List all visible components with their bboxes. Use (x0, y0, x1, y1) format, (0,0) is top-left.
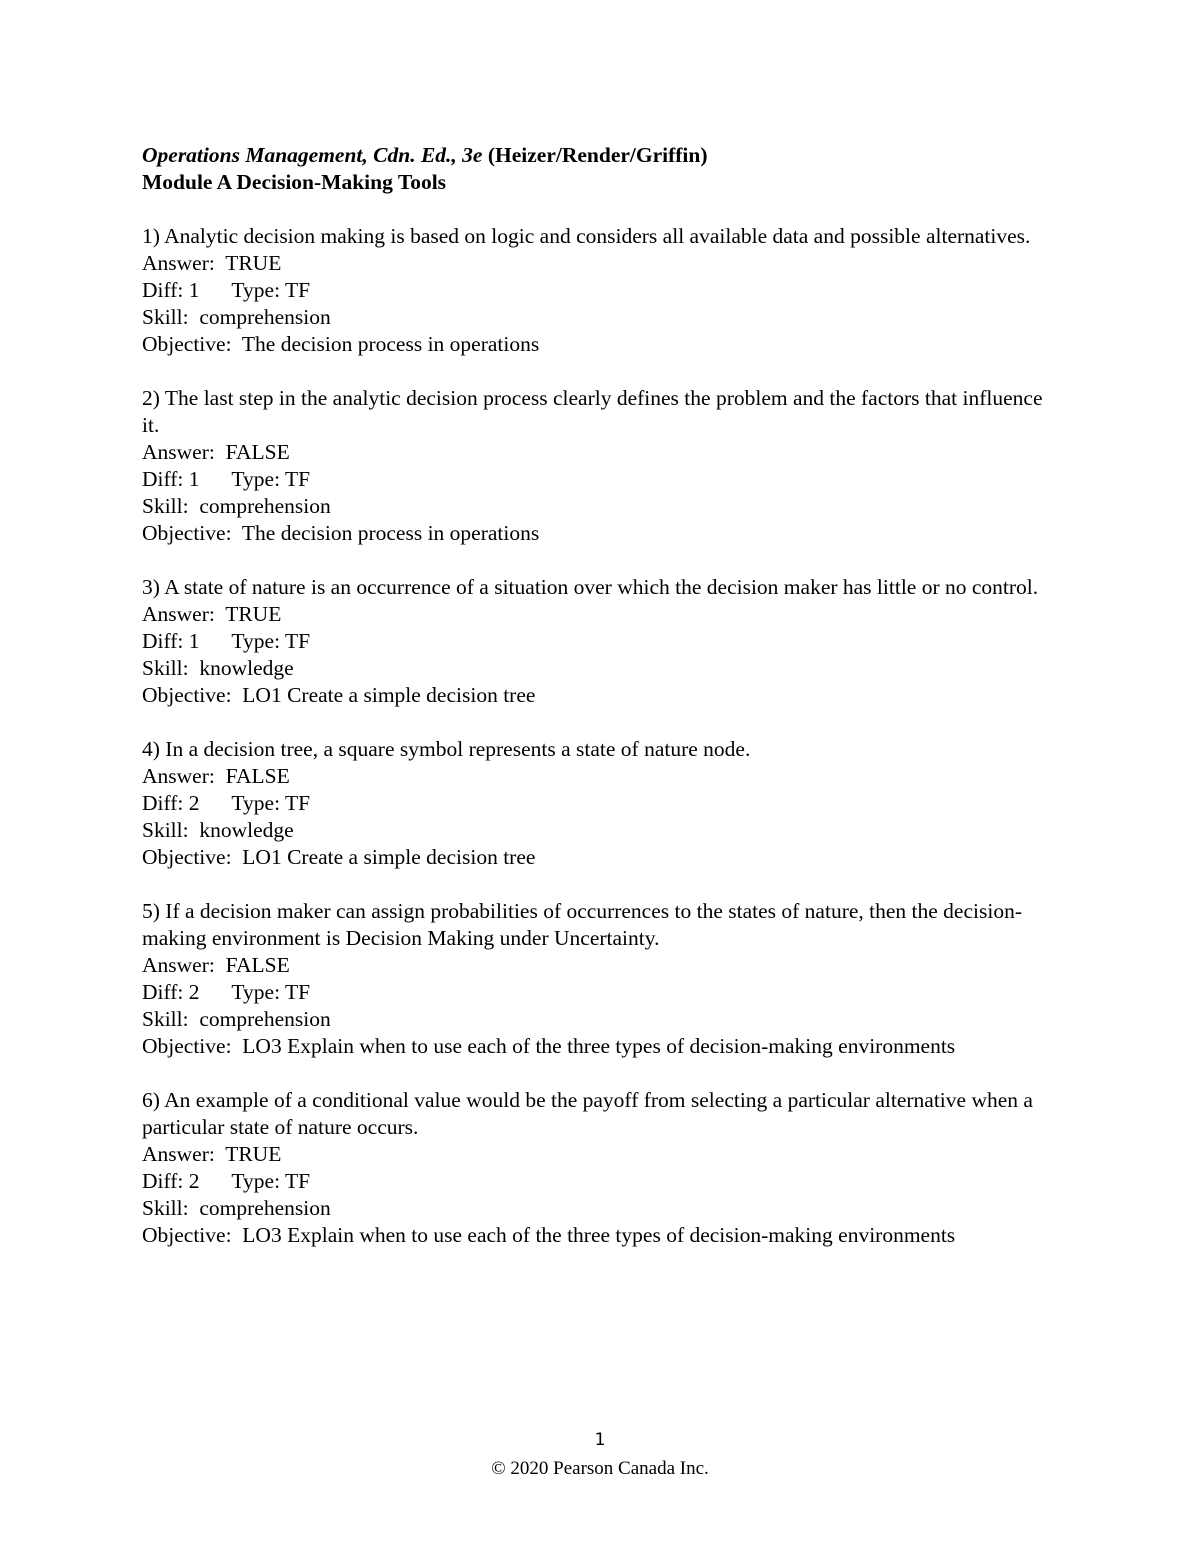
question-5 (142, 898, 1062, 1060)
diff-type-line: Diff: 2 Type: TF (142, 980, 311, 1004)
diff-type-line: Diff: 2 Type: TF (142, 791, 311, 815)
answer-line: Answer: TRUE (142, 251, 282, 275)
book-title-italic: Operations Management, Cdn. Ed., 3e (142, 143, 483, 167)
answer-line: Answer: FALSE (142, 440, 290, 464)
question-2 (142, 385, 1062, 547)
answer-line: Answer: TRUE (142, 602, 282, 626)
question-text: 6) An example of a conditional value would be the payoff from selecting a particular alternative when a particular state of nature occurs. (142, 1088, 1033, 1139)
diff-type-line: Diff: 1 Type: TF (142, 467, 311, 491)
skill-line: Skill: knowledge (142, 818, 294, 842)
question-6 (142, 1087, 1062, 1249)
answer-line: Answer: TRUE (142, 1142, 282, 1166)
question-4 (142, 736, 1062, 871)
question-text: 2) The last step in the analytic decision process clearly defines the problem and the factors that influence it. (142, 386, 1043, 437)
objective-line: Objective: LO1 Create a simple decision tree (142, 683, 536, 707)
book-authors: (Heizer/Render/Griffin) (482, 143, 708, 167)
copyright-notice: © 2020 Pearson Canada Inc. (491, 1458, 709, 1479)
answer-line: Answer: FALSE (142, 764, 290, 788)
objective-line: Objective: The decision process in operations (142, 521, 540, 545)
question-text: 3) A state of nature is an occurrence of a situation over which the decision maker has little or no control. (142, 575, 1039, 599)
question-1 (142, 223, 1062, 358)
skill-line: Skill: comprehension (142, 1007, 331, 1031)
page-content (142, 142, 1062, 1249)
question-text: 4) In a decision tree, a square symbol represents a state of nature node. (142, 737, 751, 761)
diff-type-line: Diff: 2 Type: TF (142, 1169, 311, 1193)
module-title: Module A Decision-Making Tools (142, 170, 447, 194)
objective-line: Objective: LO1 Create a simple decision tree (142, 845, 536, 869)
objective-line: Objective: LO3 Explain when to use each of the three types of decision-making environments (142, 1034, 956, 1058)
skill-line: Skill: comprehension (142, 1196, 331, 1220)
book-title (142, 142, 1062, 169)
skill-line: Skill: comprehension (142, 494, 331, 518)
diff-type-line: Diff: 1 Type: TF (142, 278, 311, 302)
question-3 (142, 574, 1062, 709)
skill-line: Skill: comprehension (142, 305, 331, 329)
page-number: 1 (594, 1430, 606, 1450)
objective-line: Objective: LO3 Explain when to use each of the three types of decision-making environments (142, 1223, 956, 1247)
question-text: 5) If a decision maker can assign probabilities of occurrences to the states of nature, then the decision-making environment is Decision Making under Uncertainty. (142, 899, 1022, 950)
diff-type-line: Diff: 1 Type: TF (142, 629, 311, 653)
skill-line: Skill: knowledge (142, 656, 294, 680)
objective-line: Objective: The decision process in operations (142, 332, 540, 356)
question-text: 1) Analytic decision making is based on logic and considers all available data and possible alternatives. (142, 224, 1031, 248)
answer-line: Answer: FALSE (142, 953, 290, 977)
